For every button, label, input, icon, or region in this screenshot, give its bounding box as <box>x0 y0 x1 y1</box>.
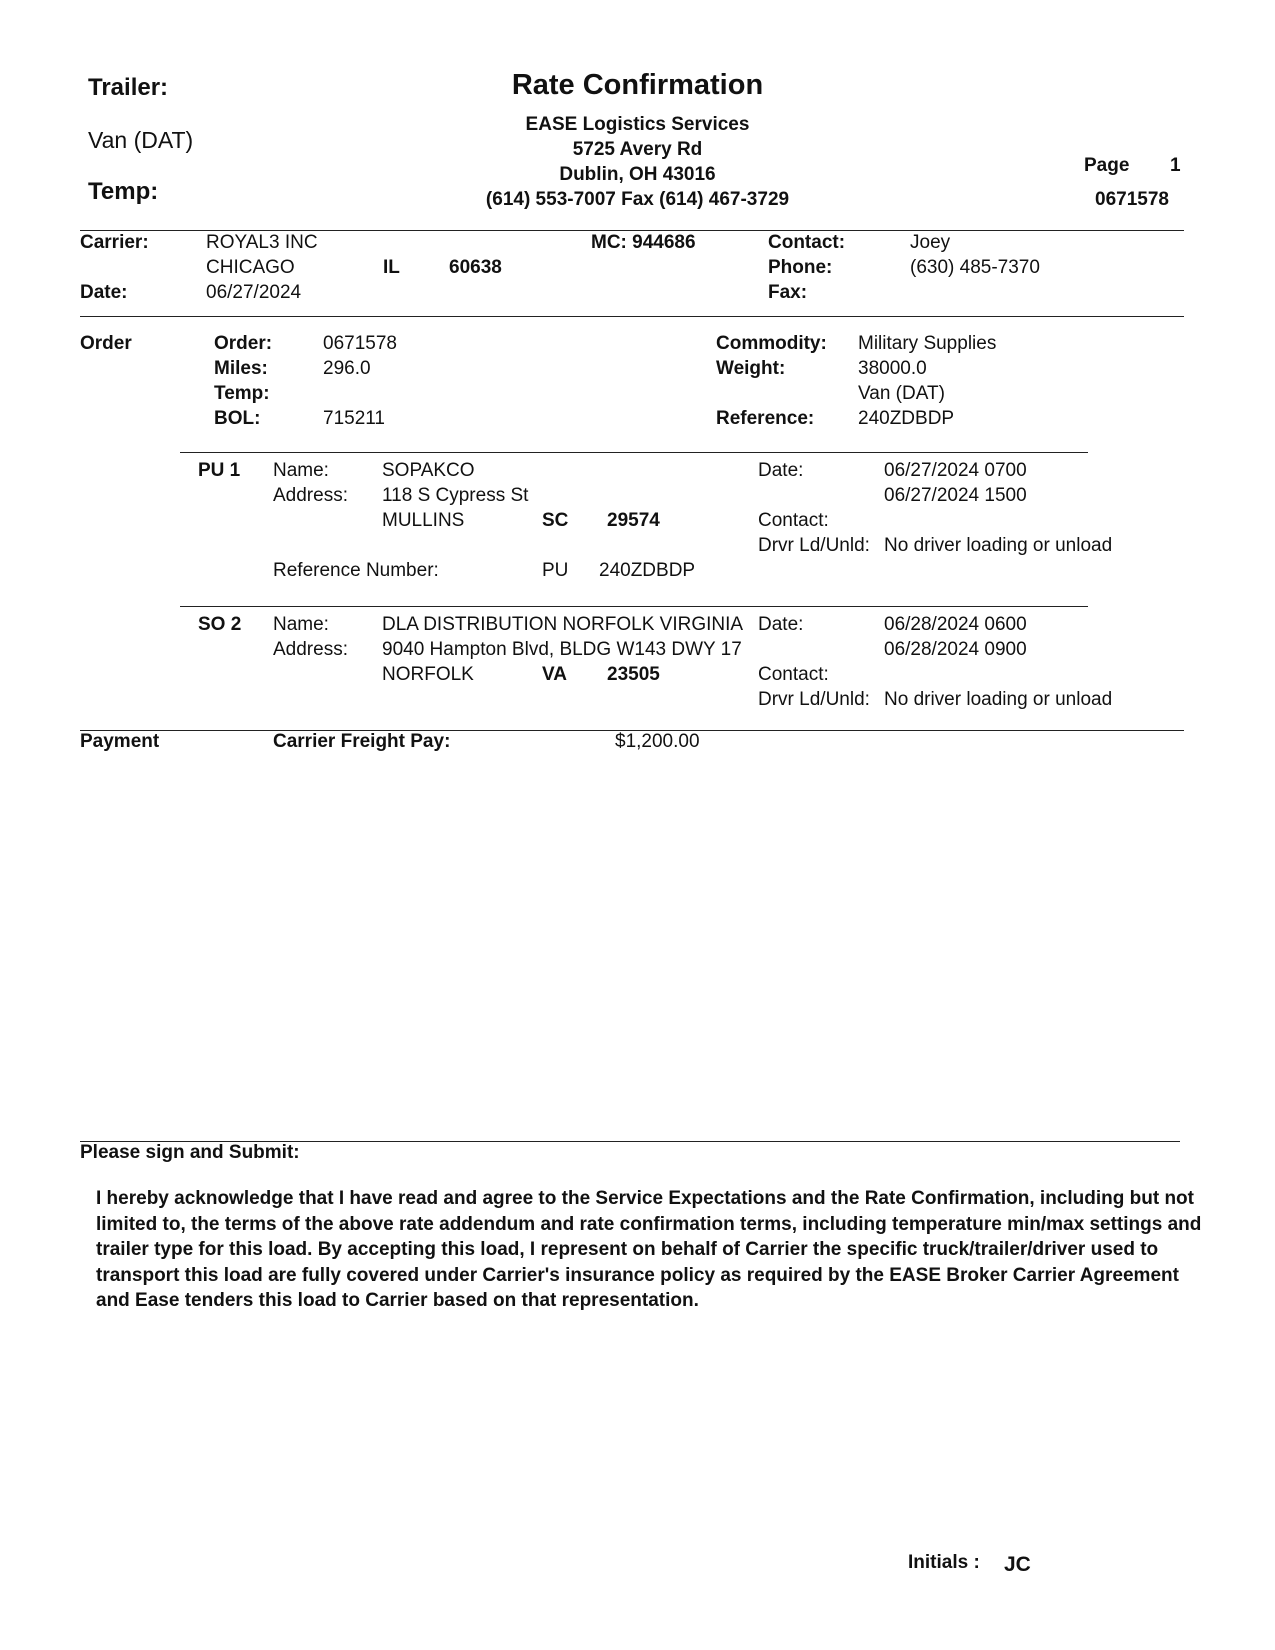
stop-name-label: Name: <box>273 460 329 481</box>
stop-address: 118 S Cypress St <box>382 485 529 506</box>
reference-label: Reference: <box>716 408 815 429</box>
temp-label: Temp: <box>88 178 159 205</box>
miles-value: 296.0 <box>323 358 371 379</box>
company-city: Dublin, OH 43016 <box>559 164 716 185</box>
equipment-value: Van (DAT) <box>858 383 945 404</box>
stop-address: 9040 Hampton Blvd, BLDG W143 DWY 17 <box>382 639 742 660</box>
order-label: Order: <box>214 333 273 354</box>
bol-label: BOL: <box>214 408 261 429</box>
stop-address-label: Address: <box>273 485 348 506</box>
order-value: 0671578 <box>323 333 397 354</box>
stop-refnum-type: PU <box>542 560 569 581</box>
weight-label: Weight: <box>716 358 786 379</box>
commodity-label: Commodity: <box>716 333 827 354</box>
page-number: 1 <box>1170 155 1181 176</box>
header-order-number: 0671578 <box>1095 189 1169 210</box>
carrier-phone-label: Phone: <box>768 257 833 278</box>
stop-contact-label: Contact: <box>758 664 829 685</box>
stop-driver-label: Drvr Ld/Unld: <box>758 689 870 710</box>
freight-pay-label: Carrier Freight Pay: <box>273 731 451 752</box>
carrier-zip: 60638 <box>449 257 502 278</box>
divider <box>80 316 1184 317</box>
stop-zip: 23505 <box>607 664 660 685</box>
divider <box>180 452 1088 453</box>
stop-refnum-label: Reference Number: <box>273 560 439 581</box>
stop-date-1: 06/28/2024 0600 <box>884 614 1027 635</box>
stop-date-label: Date: <box>758 460 804 481</box>
acknowledgement-text: I hereby acknowledge that I have read and agree to the Service Expectations and the Rate Confirmation, including but not limited to, the terms of the above rate addendum and rate confirmation terms, including temperature min/max settings and trailer type for this load. By accepting this load, I represent on behalf of Carrier the specific truck/trailer/driver used to transport this load are fully covered under Carrier's insurance policy as required by the EASE Broker Carrier Agreement and Ease tenders this load to Carrier based on that representation. <box>96 1188 1202 1311</box>
stop-id: SO 2 <box>198 614 242 635</box>
bol-value: 715211 <box>323 408 385 429</box>
miles-label: Miles: <box>214 358 268 379</box>
stop-id: PU 1 <box>198 460 241 481</box>
stop-name: DLA DISTRIBUTION NORFOLK VIRGINIA <box>382 614 744 635</box>
trailer-value: Van (DAT) <box>88 127 194 153</box>
freight-pay-value: $1,200.00 <box>615 731 700 752</box>
initials-value: JC <box>1004 1553 1031 1576</box>
divider <box>180 606 1088 607</box>
company-phone-fax: (614) 553-7007 Fax (614) 467-3729 <box>485 189 790 210</box>
company-name: EASE Logistics Services <box>525 114 750 135</box>
carrier-mc: MC: 944686 <box>591 232 696 253</box>
stop-city: NORFOLK <box>382 664 474 685</box>
stop-state: SC <box>542 510 569 531</box>
stop-city: MULLINS <box>382 510 465 531</box>
carrier-fax-label: Fax: <box>768 282 808 303</box>
carrier-date: 06/27/2024 <box>206 282 302 303</box>
divider <box>80 230 1184 231</box>
payment-section-label: Payment <box>80 731 160 752</box>
company-address: 5725 Avery Rd <box>572 139 703 160</box>
weight-value: 38000.0 <box>858 358 927 379</box>
stop-contact-label: Contact: <box>758 510 829 531</box>
sign-heading: Please sign and Submit: <box>80 1142 300 1163</box>
stop-name: SOPAKCO <box>382 460 475 481</box>
commodity-value: Military Supplies <box>858 333 997 354</box>
stop-date-2: 06/28/2024 0900 <box>884 639 1027 660</box>
page-label: Page <box>1084 155 1130 176</box>
reference-value: 240ZDBDP <box>858 408 955 429</box>
stop-date-label: Date: <box>758 614 804 635</box>
carrier-label: Carrier: <box>80 232 149 253</box>
carrier-contact: Joey <box>910 232 951 253</box>
stop-driver-value: No driver loading or unload <box>884 535 1113 556</box>
carrier-contact-label: Contact: <box>768 232 846 253</box>
stop-name-label: Name: <box>273 614 329 635</box>
stop-state: VA <box>542 664 567 685</box>
stop-date-2: 06/27/2024 1500 <box>884 485 1027 506</box>
initials-label: Initials : <box>908 1552 980 1573</box>
stop-date-1: 06/27/2024 0700 <box>884 460 1027 481</box>
stop-refnum-value: 240ZDBDP <box>599 560 696 581</box>
order-temp-label: Temp: <box>214 383 270 404</box>
carrier-date-label: Date: <box>80 282 128 303</box>
carrier-city: CHICAGO <box>206 257 295 278</box>
stop-driver-label: Drvr Ld/Unld: <box>758 535 870 556</box>
carrier-phone: (630) 485-7370 <box>910 257 1040 278</box>
carrier-name: ROYAL3 INC <box>206 232 318 253</box>
order-section-label: Order <box>80 333 132 354</box>
carrier-state: IL <box>383 257 400 278</box>
page-title: Rate Confirmation <box>511 69 764 101</box>
trailer-label: Trailer: <box>88 74 169 101</box>
stop-driver-value: No driver loading or unload <box>884 689 1113 710</box>
stop-address-label: Address: <box>273 639 348 660</box>
stop-zip: 29574 <box>607 510 660 531</box>
